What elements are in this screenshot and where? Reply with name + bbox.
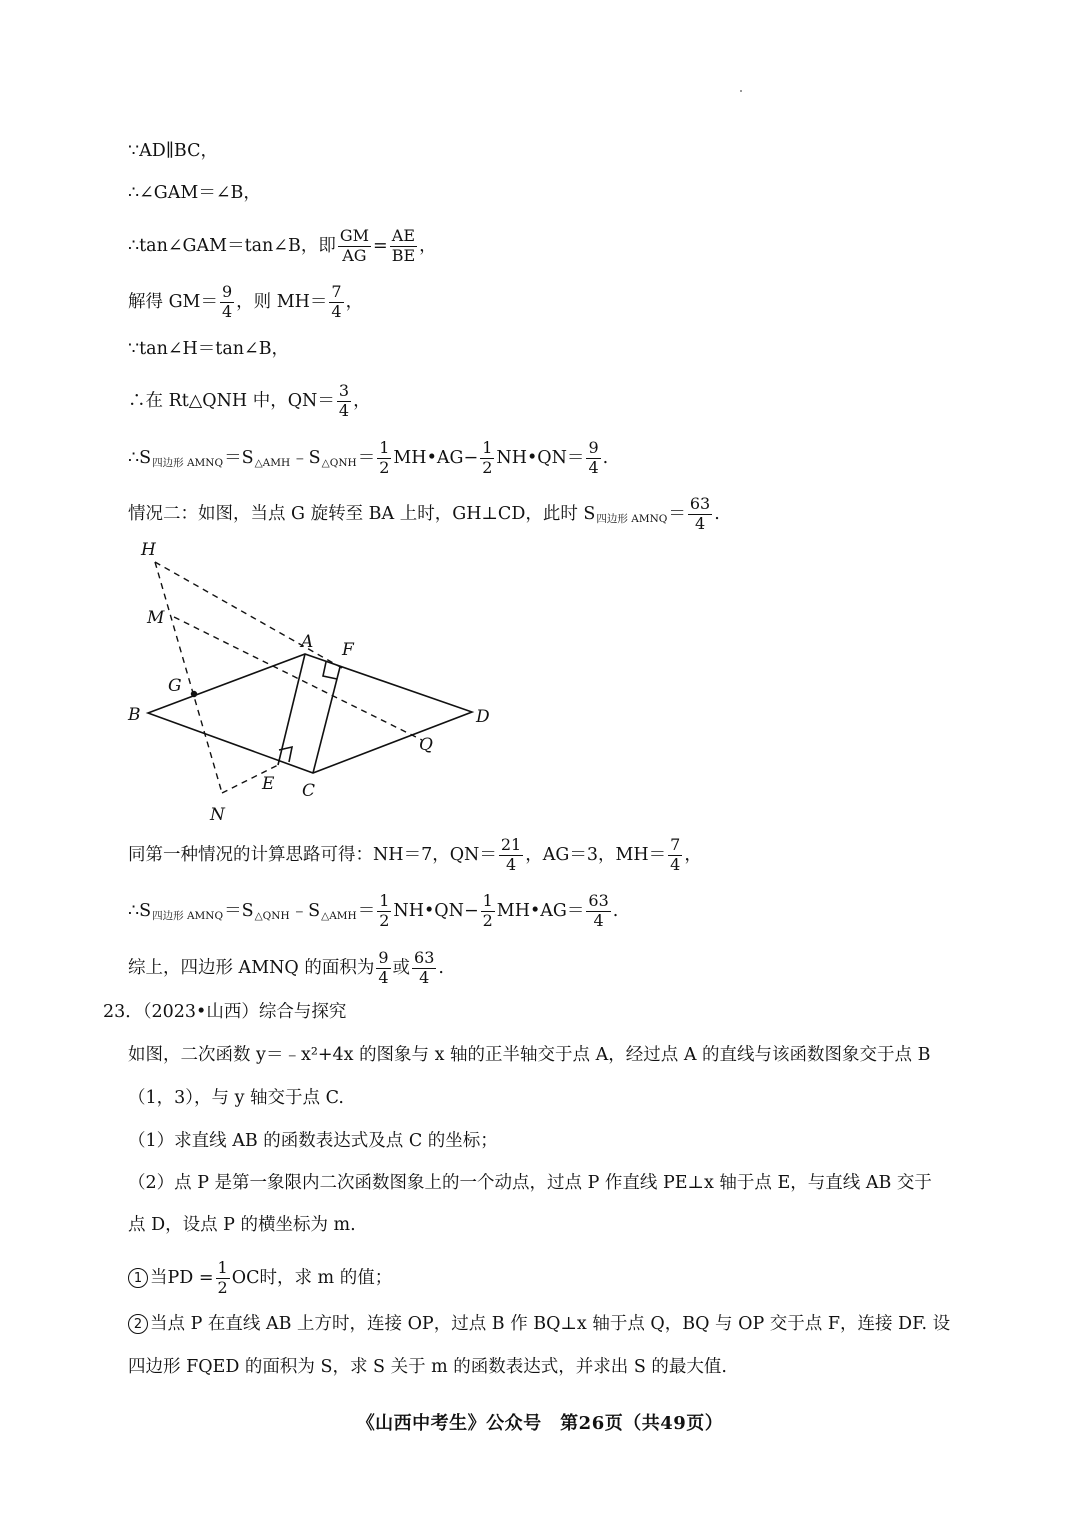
problem-part-2: （2）点 P 是第一象限内二次函数图象上的一个动点，过点 P 作直线 PE⊥x 轴于点 E，与直线 AB 交于 xyxy=(128,1173,932,1193)
label-g: G xyxy=(168,676,182,696)
problem-part-2-cont: 点 D，设点 P 的横坐标为 m. xyxy=(128,1215,356,1235)
dashed-line-ha xyxy=(155,562,342,668)
fraction: $\frac{1}{2}$ xyxy=(482,438,493,477)
problem-line-2: （1，3），与 y 轴交于点 C. xyxy=(128,1088,344,1108)
dashed-line-hn xyxy=(155,562,222,793)
fraction: $\frac{AE}{BE}$ xyxy=(391,226,416,265)
label-h: H xyxy=(141,540,156,560)
fraction: $\frac{1}{2}$ xyxy=(217,1258,228,1297)
problem-subpart-2: 2 当点 P 在直线 AB 上方时，连接 OP，过点 B 作 BQ⊥x 轴于点 Q，BQ 与 OP 交于点 F，连接 DF. 设 xyxy=(128,1309,950,1339)
fraction: $\frac{3}{4}$ xyxy=(338,381,350,420)
label-d: D xyxy=(476,707,490,727)
problem-subpart-2-cont: 四边形 FQED 的面积为 S，求 S 关于 m 的函数表达式，并求出 S 的最大值. xyxy=(128,1357,727,1377)
fraction: $\frac{63}{4}$ xyxy=(689,494,711,533)
circled-number-1: 1 xyxy=(128,1268,148,1288)
label-m: M xyxy=(147,608,165,628)
label-q: Q xyxy=(419,735,433,755)
fraction: $\frac{7}{4}$ xyxy=(670,835,681,874)
solution-line-10: ∴S 四边形 AMNQ ＝S △QNH ﹣S △AMH ＝ $\frac{1}{2}$ NH•QN− $\frac{1}{2}$ MH•AG＝ $\frac{63}{4}$ . xyxy=(128,891,619,930)
question-23-heading: 23．（2023•山西）综合与探究 xyxy=(103,1002,347,1022)
fraction: $\frac{9}{4}$ xyxy=(221,282,233,321)
solution-line-11: 综上，四边形 AMNQ 的面积为 $\frac{9}{4}$ 或 $\frac{63}{4}$ . xyxy=(128,948,444,987)
dashed-line-mq xyxy=(174,617,422,740)
rhombus-abcd xyxy=(148,654,472,773)
fraction: $\frac{21}{4}$ xyxy=(500,835,522,874)
solution-line-5: ∵tan∠H＝tan∠B， xyxy=(128,339,290,359)
solution-line-3: ∴tan∠GAM＝tan∠B，即 $\frac{GM}{AG}$ = $\frac{AE}{BE}$ ， xyxy=(128,226,437,265)
fraction: $\frac{GM}{AG}$ xyxy=(339,226,370,265)
label-c: C xyxy=(302,781,316,801)
label-b: B xyxy=(128,705,141,725)
fraction: $\frac{63}{4}$ xyxy=(588,891,609,930)
label-e: E xyxy=(262,774,275,794)
solution-line-9: 同第一种情况的计算思路可得：NH＝7，QN＝ $\frac{21}{4}$ ，AG＝3，MH＝ $\frac{7}{4}$ ， xyxy=(128,835,702,874)
circled-number-2: 2 xyxy=(128,1314,148,1334)
solution-line-7: ∴S 四边形 AMNQ ＝S △AMH ﹣S △QNH ＝ $\frac{1}{2}$ MH•AG− $\frac{1}{2}$ NH•QN＝ $\frac{9}{4}$ . xyxy=(128,438,609,477)
point-g-dot xyxy=(191,691,197,697)
problem-subpart-1: 1 当 PD = $\frac{1}{2}$ OC时，求 m 的值； xyxy=(128,1260,392,1297)
fraction: $\frac{1}{2}$ xyxy=(482,891,493,930)
fraction: $\frac{1}{2}$ xyxy=(379,438,390,477)
fraction: $\frac{7}{4}$ xyxy=(331,282,342,321)
solution-line-4: 解得 GM＝ $\frac{9}{4}$ ，则 MH＝ $\frac{7}{4}$ ， xyxy=(128,282,364,321)
label-a: A xyxy=(301,632,314,652)
label-n: N xyxy=(210,805,225,825)
solution-line-1: ∵AD∥BC， xyxy=(128,141,218,161)
solution-line-6: ∴在 Rt△QNH 中，QN＝ $\frac{3}{4}$ ， xyxy=(128,381,371,420)
page-footer: 《山西中考生》公众号 第26页（共49页） xyxy=(356,1413,724,1434)
solution-line-8: 情况二：如图，当点 G 旋转至 BA 上时，GH⊥CD，此时 S 四边形 AMNQ ＝ $\frac{63}{4}$ . xyxy=(128,494,720,533)
fraction: $\frac{1}{2}$ xyxy=(379,891,390,930)
problem-part-1: （1）求直线 AB 的函数表达式及点 C 的坐标； xyxy=(128,1131,498,1151)
fraction: $\frac{9}{4}$ xyxy=(588,438,599,477)
segment-cf xyxy=(313,667,340,773)
fraction: $\frac{63}{4}$ xyxy=(414,948,435,987)
solution-line-2: ∴∠GAM＝∠B， xyxy=(128,183,261,203)
label-f: F xyxy=(342,640,354,660)
fraction: $\frac{9}{4}$ xyxy=(378,948,389,987)
problem-line-1: 如图，二次函数 y＝﹣x²+4x 的图象与 x 轴的正半轴交于点 A，经过点 A 的直线与该函数图象交于点 B xyxy=(128,1045,931,1065)
